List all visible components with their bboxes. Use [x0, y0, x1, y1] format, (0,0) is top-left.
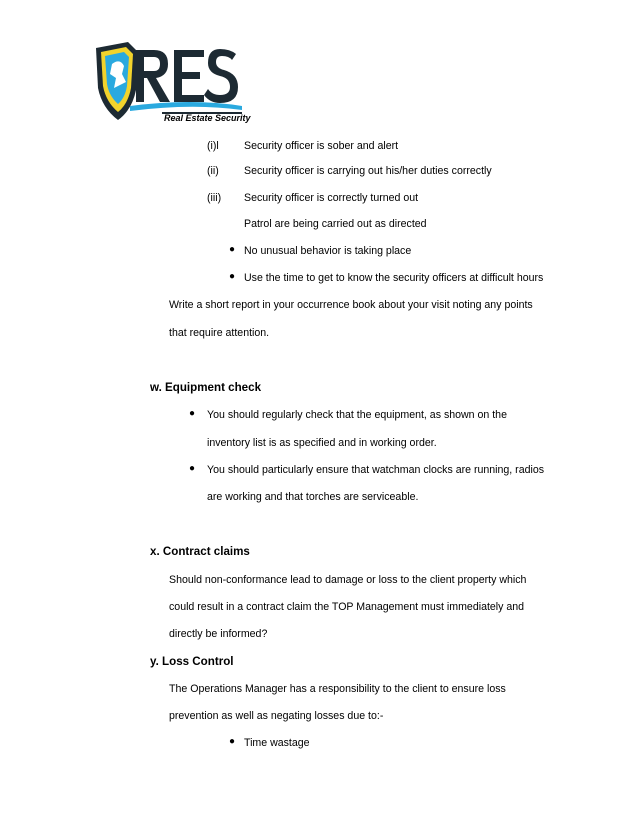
- list-item: No unusual behavior is taking place: [244, 245, 412, 257]
- bullet-icon: ●: [229, 271, 236, 282]
- paragraph-line: prevention as well as negating losses due to:-: [169, 710, 384, 722]
- list-item: You should regularly check that the equipment, as shown on the: [207, 409, 507, 421]
- list-marker: (ii): [207, 165, 219, 177]
- section-heading-contract: x. Contract claims: [150, 545, 250, 558]
- list-item: Security officer is carrying out his/her duties correctly: [244, 165, 492, 177]
- paragraph-line: Should non-conformance lead to damage or loss to the client property which: [169, 574, 527, 586]
- list-item: Security officer is correctly turned out: [244, 192, 419, 204]
- report-paragraph-line: Write a short report in your occurrence book about your visit noting any points: [169, 299, 533, 311]
- paragraph-line: The Operations Manager has a responsibility to the client to ensure loss: [169, 683, 506, 695]
- bullet-icon: ●: [189, 408, 196, 419]
- paragraph-line: directly be informed?: [169, 628, 268, 640]
- bullet-icon: ●: [229, 736, 236, 747]
- section-heading-loss-control: y. Loss Control: [150, 655, 234, 668]
- list-marker: (iii): [207, 192, 222, 204]
- bullet-icon: ●: [229, 244, 236, 255]
- logo-subtitle: Real Estate Security: [164, 113, 251, 123]
- list-item: You should particularly ensure that watchman clocks are running, radios: [207, 464, 545, 476]
- paragraph-line: could result in a contract claim the TOP Management must immediately and: [169, 601, 525, 613]
- list-item: Time wastage: [244, 737, 310, 749]
- section-heading-equipment: w. Equipment check: [150, 381, 262, 394]
- report-paragraph-line: that require attention.: [169, 327, 270, 339]
- list-item-continuation: inventory list is as specified and in working order.: [207, 437, 437, 449]
- list-item: Use the time to get to know the security officers at difficult hours: [244, 272, 544, 284]
- company-logo: [92, 40, 257, 130]
- list-item: Security officer is sober and alert: [244, 140, 399, 152]
- list-marker: (i)l: [207, 140, 219, 152]
- patrol-line: Patrol are being carried out as directed: [244, 218, 427, 230]
- bullet-icon: ●: [189, 463, 196, 474]
- list-item-continuation: are working and that torches are serviceable.: [207, 491, 419, 503]
